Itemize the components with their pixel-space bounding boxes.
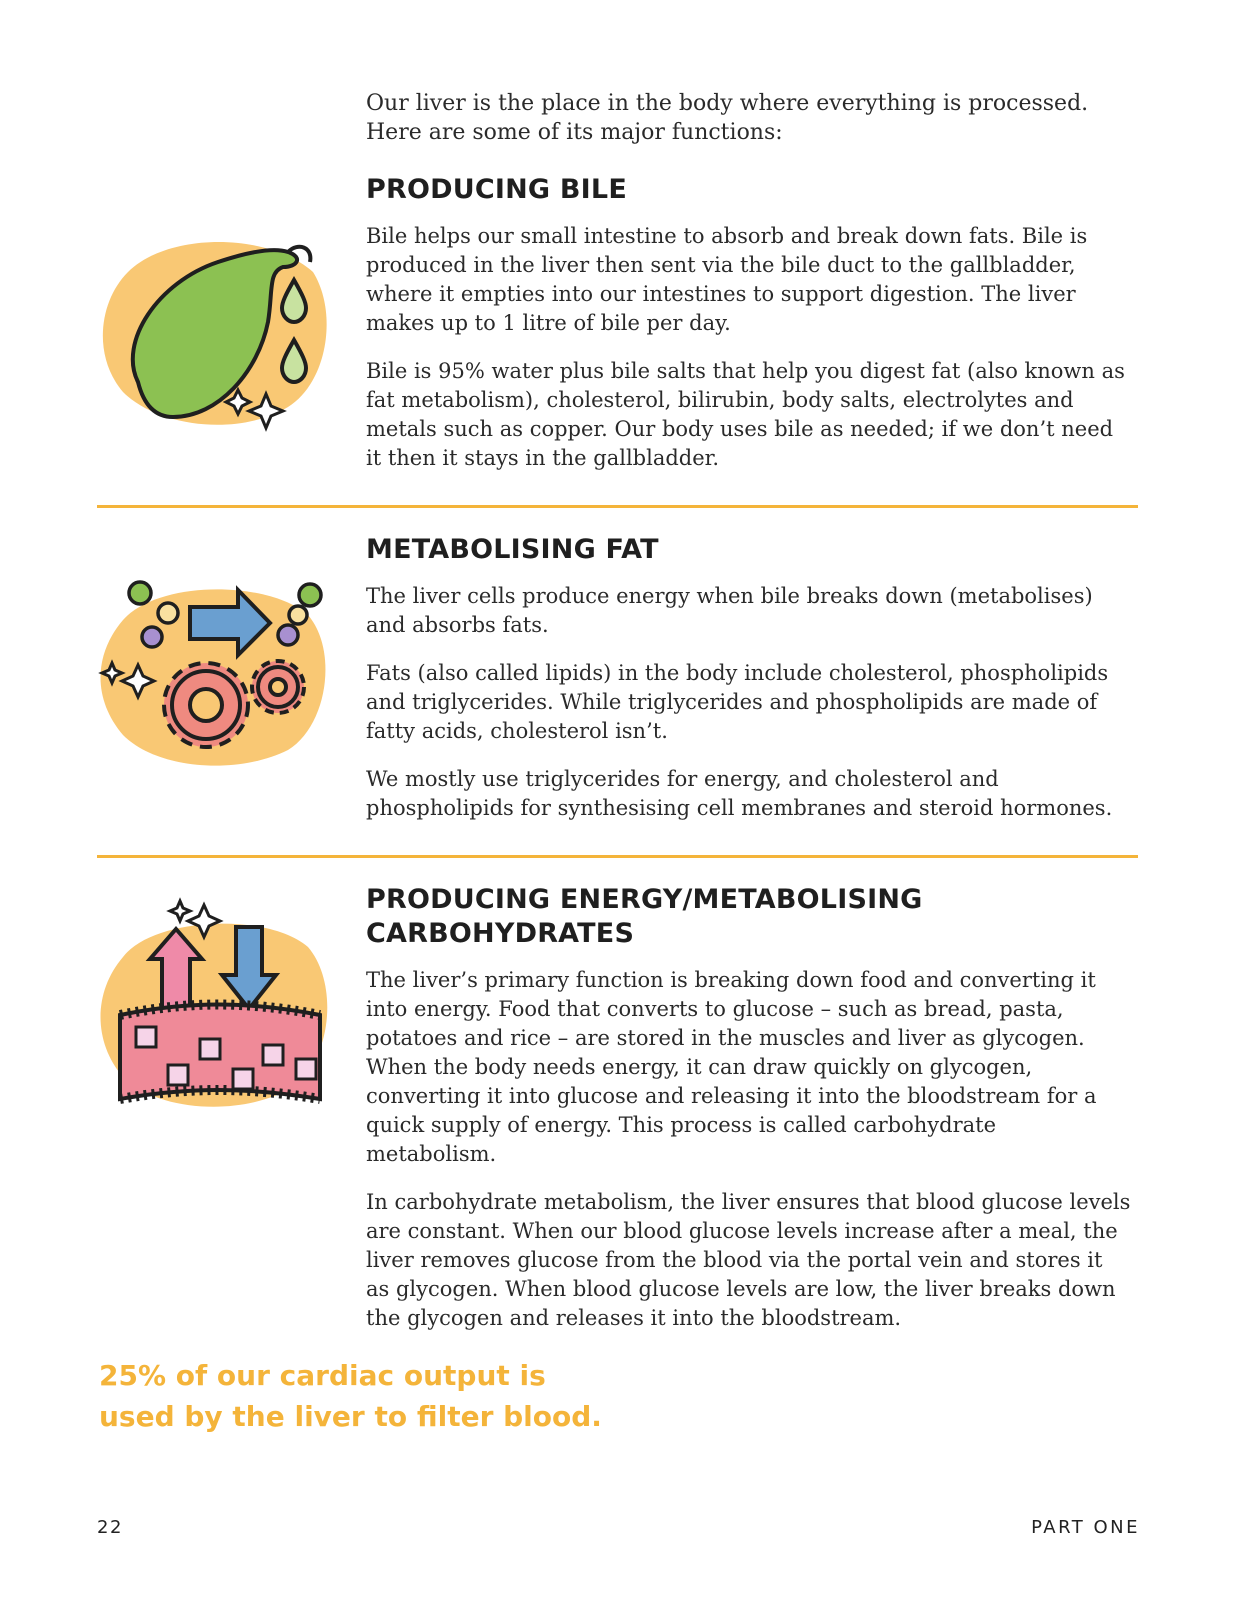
- gallbladder-icon: [98, 232, 333, 432]
- section-divider: [97, 855, 1138, 858]
- section-heading: METABOLISING FAT: [366, 534, 659, 565]
- section-paragraph: We mostly use triglycerides for energy, and cholesterol and phospholipids for synthesising cell membranes and steroid hormones.: [366, 767, 1113, 820]
- section-paragraph: In carbohydrate metabolism, the liver ensures that blood glucose levels are constant. When our blood glucose levels increase after a meal, the liver removes glucose from the blood via the portal vein and stores it as glycogen. When blood glucose levels are low, the liver breaks down the glycogen and releases it into the bloodstream.: [366, 1190, 1131, 1330]
- section-paragraph: Fats (also called lipids) in the body include cholesterol, phospholipids and triglycerides. While triglycerides and phospholipids are made of fatty acids, cholesterol isn’t.: [366, 661, 1109, 743]
- section-heading: PRODUCING ENERGY/METABOLISING CARBOHYDRATES: [366, 884, 923, 949]
- intro-text: Our liver is the place in the body where everything is processed. Here are some of its major functions:: [366, 91, 1089, 145]
- page-number: 22: [97, 1517, 123, 1538]
- section-producing-bile: [366, 173, 1131, 492]
- section-paragraph: Bile helps our small intestine to absorb and break down fats. Bile is produced in the liver then sent via the bile duct to the gallbladder, where it empties into our intestines to support digestion. The liver makes up to 1 litre of bile per day.: [366, 224, 1088, 335]
- part-label: PART ONE: [1031, 1517, 1140, 1538]
- section-divider: [97, 505, 1138, 508]
- section-paragraph: The liver cells produce energy when bile breaks down (metabolises) and absorbs fats.: [366, 584, 1093, 637]
- section-paragraph: Bile is 95% water plus bile salts that help you digest fat (also known as fat metabolism), cholesterol, bilirubin, body salts, electrolytes and metals such as copper. Our body uses bile as needed; if we don’t need it then it stays in the gallbladder.: [366, 359, 1125, 470]
- fat-metabolism-icon: [98, 575, 333, 775]
- section-producing-energy: [366, 883, 1131, 1352]
- section-heading: PRODUCING BILE: [366, 174, 627, 205]
- callout-quote: 25% of our cardiac output is used by the liver to filter blood.: [99, 1359, 602, 1433]
- section-paragraph: The liver’s primary function is breaking down food and converting it into energy. Food that converts to glucose – such as bread, pasta, potatoes and rice – are stored in the muscles and liver as glycogen. When the body needs energy, it can draw quickly on glycogen, converting it into glucose and releasing it into the bloodstream for a quick supply of energy. This process is called carbohydrate metabolism.: [366, 968, 1097, 1166]
- section-metabolising-fat: [366, 533, 1131, 842]
- glucose-energy-icon: [98, 897, 333, 1122]
